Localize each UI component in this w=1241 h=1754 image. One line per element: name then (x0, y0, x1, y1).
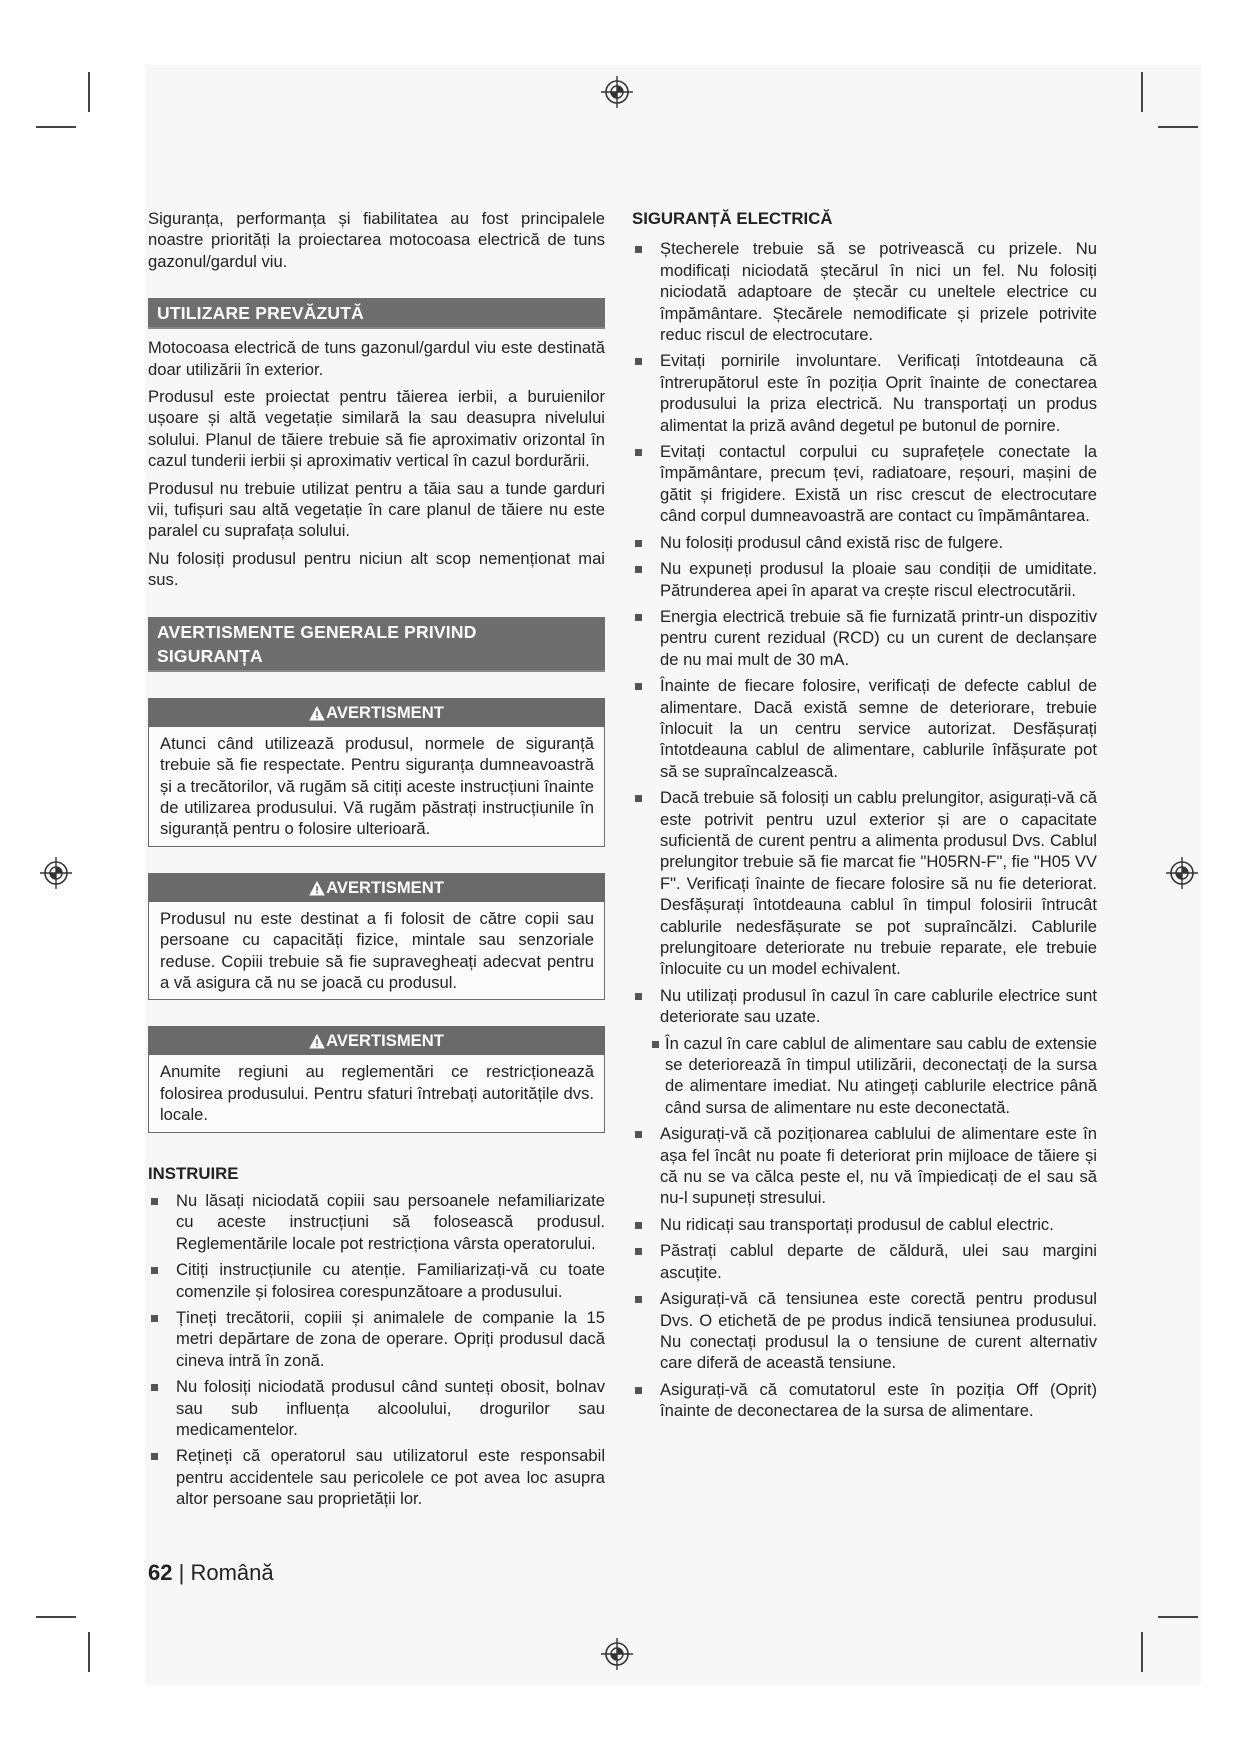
training-heading: INSTRUIRE (148, 1163, 239, 1183)
warning-triangle-icon (309, 1034, 325, 1049)
intended-use-paragraph: Motocoasa electrică de tuns gazonul/gardul viu este destinată doar utilizării în exterior. (148, 338, 605, 379)
crop-mark (88, 72, 90, 112)
bullet-icon (635, 795, 642, 802)
bullet-icon (151, 1384, 158, 1391)
warning-title: AVERTISMENT (326, 702, 444, 722)
left-column (148, 208, 605, 1515)
bullet-icon (635, 993, 642, 1000)
general-warnings-heading-line: SIGURANȚA (157, 645, 263, 666)
list-item: Nu lăsați niciodată copiii sau persoanele nefamiliarizate cu aceste instrucțiuni să folosească produsul. Reglementările locale pot restricționa vârsta operatorului. (148, 1190, 605, 1254)
list-item: Nu folosiți niciodată produsul când sunteți obosit, bolnav sau sub influența alcoolului, drogurilor sau medicamentelor. (148, 1376, 605, 1440)
crop-mark (1158, 126, 1198, 128)
bullet-icon (635, 449, 642, 456)
list-item: În cazul în care cablul de alimentare sau cablu de extensie se deteriorează în timpul utilizării, deconectați de la sursa de alimentare imediat. Nu atingeți cablurile electrice până când sursa de alimentare nu este deconectată. (632, 1033, 1097, 1119)
list-item: Nu expuneți produsul la ploaie sau condiții de umiditate. Pătrunderea apei în aparat va crește riscul electrocutării. (632, 558, 1097, 601)
intended-use-paragraph: Nu folosiți produsul pentru niciun alt scop nemenționat mai sus. (148, 548, 605, 590)
crop-mark (36, 1616, 76, 1618)
footer-language: Română (190, 1560, 274, 1585)
general-warnings-heading (148, 617, 605, 672)
page-footer (148, 1560, 274, 1586)
list-item: Nu ridicați sau transportați produsul de cablul electric. (632, 1214, 1097, 1235)
list-item: Nu folosiți produsul când există risc de fulgere. (632, 532, 1097, 553)
registration-mark-icon (600, 1637, 634, 1671)
list-item: Asigurați-vă că tensiunea este corectă pentru produsul Dvs. O etichetă de pe produs indică tensiunea produsului. Nu conectați produsul la o tensiune de curent alternativ care diferă de această tensiune. (632, 1288, 1097, 1374)
page-number: 62 (148, 1560, 173, 1585)
list-item: Citiți instrucțiunile cu atenție. Familiarizați-vă cu toate comenzile și folosirea corespunzătoare a produsului. (148, 1259, 605, 1302)
electrical-safety-heading: SIGURANȚĂ ELECTRICĂ (632, 209, 833, 228)
bullet-icon (151, 1267, 158, 1274)
registration-mark-icon (39, 856, 73, 890)
warning-text: Produsul nu este destinat a fi folosit de către copii sau persoane cu capacități fizice, mintale sau senzoriale reduse. Copiii trebuie să fie supravegheați adecvat pentru a vă asigura că nu se joacă cu produsul. (160, 908, 594, 992)
bullet-icon (652, 1041, 659, 1048)
warning-text: Anumite regiuni au reglementări ce restricționează folosirea produsului. Pentru sfaturi întrebați autoritățile dvs. locale. (160, 1062, 594, 1125)
warning-title: AVERTISMENT (326, 1031, 444, 1051)
electrical-safety-list (632, 238, 1097, 1421)
intended-use-paragraph: Produsul nu trebuie utilizat pentru a tăia sau a tunde garduri vii, tufișuri sau altă vegetație în care planul de tăiere nu este paralel cu suprafața solului. (148, 478, 605, 541)
bullet-icon (635, 1387, 642, 1394)
list-item: Țineți trecătorii, copiii și animalele de companie la 15 metri depărtare de zona de operare. Opriți produsul dacă cineva intră în zonă. (148, 1307, 605, 1371)
bullet-icon (151, 1315, 158, 1322)
warning-header (149, 699, 604, 727)
intended-use-paragraph: Produsul este proiectat pentru tăierea ierbii, a buruienilor ușoare și altă vegetație similară la sau deasupra nivelului solului. Planul de tăiere trebuie să fie aproximativ orizontal în cazul tunderii ierbii și aproximativ vertical în cazul bordurării. (148, 387, 605, 471)
training-list (148, 1190, 605, 1510)
bullet-icon (635, 540, 642, 547)
list-item: Ștecherele trebuie să se potrivească cu prizele. Nu modificați niciodată ștecărul în nici un fel. Nu folosiți niciodată adaptoare de ștecăr cu uneltele electrice cu împământare. Ștecărele nemodificate și prizele potrivite reduc riscul de electrocutare. (632, 238, 1097, 345)
bullet-icon (635, 246, 642, 253)
list-item: Păstrați cablul departe de căldură, ulei sau margini ascuțite. (632, 1240, 1097, 1283)
bullet-icon (635, 358, 642, 365)
warning-triangle-icon (309, 881, 325, 896)
crop-mark (88, 1632, 90, 1672)
warning-header (149, 874, 604, 902)
bullet-icon (635, 683, 642, 690)
warning-box (148, 873, 605, 1001)
crop-mark (1141, 72, 1143, 112)
list-item: Energia electrică trebuie să fie furnizată printr-un dispozitiv pentru curent rezidual (RCD) cu un curent de declanșare de nu mai mult de 30 mA. (632, 606, 1097, 670)
footer-separator: | (178, 1560, 185, 1585)
bullet-icon (635, 614, 642, 621)
list-item: Evitați contactul corpului cu suprafețele conectate la împământare, precum țevi, radiatoare, reșouri, mașini de gătit și frigidere. Există un risc crescut de electrocutare când corpul dumneavoastră are contact cu împământarea. (632, 441, 1097, 527)
warning-title: AVERTISMENT (326, 877, 444, 897)
bullet-icon (635, 1296, 642, 1303)
list-item: Nu utilizați produsul în cazul în care cablurile electrice sunt deteriorate sau uzate. (632, 985, 1097, 1028)
list-item: Înainte de fiecare folosire, verificați de defecte cablul de alimentare. Dacă există semne de deteriorare, trebuie înlocuit la un centru service autorizat. Desfășurați întotdeauna cablul de alimentare, cablurile înfășurate pot să se supraîncalzească. (632, 675, 1097, 782)
bullet-icon (635, 1131, 642, 1138)
list-item: Evitați pornirile involuntare. Verificați întotdeauna că întrerupătorul este în poziția Oprit înainte de conectarea produsului la priza electrică. Nu transportați un produs alimentat la priză având degetul pe butonul de pornire. (632, 350, 1097, 436)
list-item: Asigurați-vă că poziționarea cablului de alimentare este în așa fel încât nu poate fi deteriorat prin mijloace de tăiere și că nu se va călca peste el, nu vă împiedicați de el sau să nu-l supuneți stresului. (632, 1123, 1097, 1209)
registration-mark-icon (1165, 856, 1199, 890)
crop-mark (36, 126, 76, 128)
warning-header (149, 1027, 604, 1055)
list-item: Dacă trebuie să folosiți un cablu prelungitor, asigurați-vă că este potrivit pentru uzul exterior și are o capacitate suficientă de curent pentru a alimenta produsul Dvs. Cablul prelungitor trebuie să fie marcat fie "H05RN-F", fie "H05 VV F". Verificați înainte de fiecare folosire să nu fie deteriorat. Desfășurați întotdeauna cablul în timpul folosirii întrucât cablurile nedesfășurate se pot supraîncălzi. Cablurile prelungitoare deteriorate nu trebuie reparate, ele trebuie înlocuite cu un model echivalent. (632, 787, 1097, 980)
intended-use-heading: UTILIZARE PREVĂZUTĂ (148, 298, 605, 329)
crop-mark (1158, 1616, 1198, 1618)
bullet-icon (635, 1222, 642, 1229)
crop-mark (1141, 1632, 1143, 1672)
list-item: Rețineți că operatorul sau utilizatorul este responsabil pentru accidentele sau pericolele ce pot avea loc asupra altor persoane sau proprietății lor. (148, 1445, 605, 1509)
list-item: Asigurați-vă că comutatorul este în poziția Off (Oprit) înainte de deconectarea de la sursa de alimentare. (632, 1379, 1097, 1422)
right-column (632, 208, 1097, 1427)
bullet-icon (151, 1453, 158, 1460)
general-warnings-heading-line: AVERTISMENTE GENERALE PRIVIND (157, 621, 477, 642)
intro-paragraph: Siguranța, performanța și fiabilitatea au fost principalele noastre priorități la proiectarea motocoasa electrică de tuns gazonul/gardul viu. (148, 209, 605, 271)
registration-mark-icon (600, 75, 634, 109)
bullet-icon (151, 1198, 158, 1205)
warning-text: Atunci când utilizează produsul, normele de siguranță trebuie să fie respectate. Pentru siguranța dumneavoastră și a trecătorilor, vă rugăm să citiți aceste instrucțiuni înainte de utilizarea produsului. Vă rugăm păstrați instrucțiunile în siguranță pentru o folosire ulterioară. (160, 733, 594, 839)
bullet-icon (635, 1248, 642, 1255)
bullet-icon (635, 566, 642, 573)
warning-box (148, 1026, 605, 1132)
warning-box (148, 698, 605, 847)
warning-triangle-icon (309, 706, 325, 721)
